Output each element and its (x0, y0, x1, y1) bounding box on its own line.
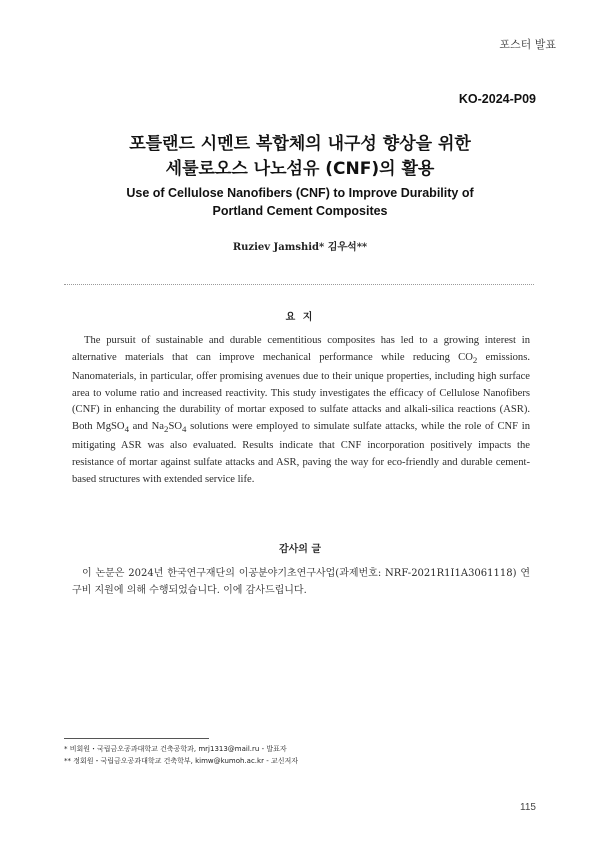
dotted-divider (64, 284, 534, 285)
abstract-text-2: emissions. Nanomaterials, in particular, offer promising avenues due to their unique properties, including high surface area to volume ratio and increased reactivity. This study investigates the efficacy of Cellulose Nanofibers (CNF) in enhancing the durability of mortar exposed to sulfate attacks and alkali-silica reactions (ASR). Both MgSO (72, 351, 530, 433)
abstract-text-3: and Na (128, 421, 165, 433)
section-tag: 포스터 발표 (499, 38, 556, 51)
korean-title-line-1: 포틀랜드 시멘트 복합체의 내구성 향상을 위한 (129, 134, 471, 154)
abstract-text-5: solutions were employed to simulate sulfate attacks, while the role of CNF in mitigating ASR was also evaluated. Results indicate that CNF incorporation positively impacts the resistance of mortar against sulfate attacks and ASR, paving the way for eco-friendly and durable cement-based structures with extended service life. (72, 421, 531, 485)
page-number: 115 (520, 802, 536, 813)
na2-subscript: 2 (164, 424, 169, 435)
acknowledgement-heading: 감사의 글 (278, 544, 322, 555)
abstract-text-4: SO (168, 421, 182, 433)
abstract-body (72, 333, 530, 488)
paper-code: KO-2024-P09 (458, 92, 536, 106)
footnotes (64, 743, 298, 767)
abstract-heading: 요 지 (285, 312, 315, 323)
english-title-line-2: Portland Cement Composites (212, 204, 388, 218)
footnote-2: ** 정회원・국립금오공과대학교 건축학부, kimw@kumoh.ac.kr - 교신저자 (64, 757, 298, 765)
korean-title (0, 132, 600, 182)
korean-title-line-2: 세룰로오스 나노섬유 (CNF)의 활용 (165, 159, 435, 179)
abstract-text-1: The pursuit of sustainable and durable cementitious composites has led to a growing interest in alternative materials that can improve mechanical performance while reducing CO (72, 335, 530, 363)
author-list: Ruziev Jamshid* 김우석** (232, 242, 368, 253)
english-title (0, 184, 600, 220)
footnote-1: * 비회원・국립금오공과대학교 건축공학과, mrj1313@mail.ru - 발표자 (64, 745, 287, 753)
footnote-rule (64, 738, 209, 739)
co2-subscript: 2 (472, 354, 478, 365)
so4-subscript: 4 (181, 424, 187, 435)
acknowledgement-body: 이 논문은 2024년 한국연구재단의 이공분야기초연구사업(과제번호: NRF-2021R1I1A3061118) 연구비 지원에 의해 수행되었습니다. 이에 감사드립니다. (72, 568, 530, 596)
mgso4-subscript: 4 (124, 424, 129, 435)
english-title-line-1: Use of Cellulose Nanofibers (CNF) to Improve Durability of (126, 186, 474, 200)
